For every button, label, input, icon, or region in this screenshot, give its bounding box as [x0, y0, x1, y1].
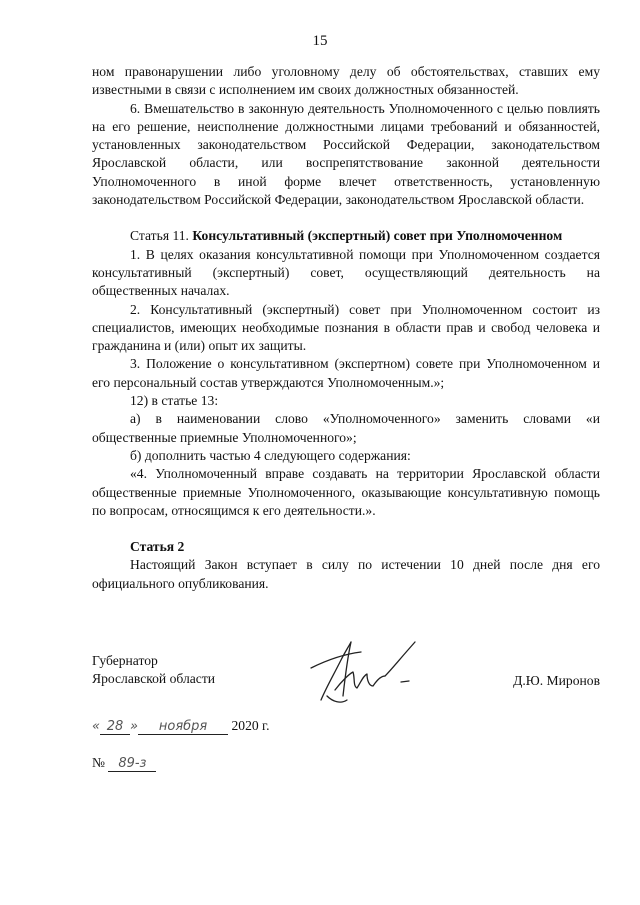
- item-12: 12) в статье 13:: [130, 393, 219, 409]
- document-body: [92, 63, 600, 593]
- item-12-a: а) в наименовании слово «Уполномоченного» заменить словами «и общественные приемные Уполномоченного»;: [92, 411, 600, 445]
- article-11-part-3: 3. Положение о консультативном (экспертном) совете при Уполномоченном и его персональный состав утверждаются Уполномоченным.»;: [92, 356, 600, 390]
- governor-title-line-2: Ярославской области: [92, 671, 216, 687]
- date-close-quote: »: [130, 719, 139, 734]
- article-11-title: Консультативный (экспертный) совет при Уполномоченном: [192, 228, 563, 244]
- article-11-part-1: 1. В целях оказания консультативной помощи при Уполномоченном создается консультативный (экспертный) совет, осуществляющий деятельность на общественных началах.: [92, 246, 600, 299]
- article-11-heading: [92, 227, 600, 245]
- governor-title: [92, 652, 215, 689]
- law-number-label: №: [92, 755, 105, 770]
- paragraph-continuation: ном правонарушении либо уголовному делу об обстоятельствах, ставших ему известными в связи с исполнением им своих должностных обязанностей.: [92, 64, 600, 98]
- page-number: 15: [312, 33, 328, 49]
- date-month: ноября: [138, 719, 228, 735]
- paragraph-6: 6. Вмешательство в законную деятельность Уполномоченного с целью повлиять на его решение, неисполнение должностными лицами требований и обязанностей, установленных законодательством Российской Федерации, законодательством Ярославской области, или воспрепятствование законной деятельности Уполномоченного в иной форме влечет ответственность, установленную законодательством Российской Федерации, законодательством Ярославской области.: [92, 100, 600, 208]
- item-12-part-4: «4. Уполномоченный вправе создавать на территории Ярославской области общественные приемные Уполномоченного, оказывающие консультативную помощь по вопросам, относящимся к его деятельности.».: [92, 466, 600, 518]
- handwritten-signature-icon: [297, 630, 427, 710]
- article-2-heading: Статья 2: [130, 539, 185, 555]
- date-open-quote: «: [92, 719, 101, 734]
- law-number: [92, 755, 156, 772]
- article-11-prefix: Статья 11.: [130, 228, 189, 244]
- signature-block: [92, 652, 600, 712]
- article-2-text: Настоящий Закон вступает в силу по истечении 10 дней после дня его официального опубликования.: [92, 557, 600, 591]
- date-day: 28: [100, 719, 130, 735]
- law-number-value: 89-з: [108, 756, 156, 772]
- signing-date: [92, 718, 270, 735]
- date-year: 2020 г.: [231, 718, 270, 733]
- governor-title-line-1: Губернатор: [92, 653, 158, 668]
- article-11-part-2: 2. Консультативный (экспертный) совет при Уполномоченном состоит из специалистов, имеющих необходимые познания в области прав и свобод человека и гражданина и (или) опыт их защиты.: [92, 301, 600, 354]
- item-12-b: б) дополнить частью 4 следующего содержания:: [130, 447, 411, 463]
- governor-name: Д.Ю. Миронов: [513, 673, 600, 688]
